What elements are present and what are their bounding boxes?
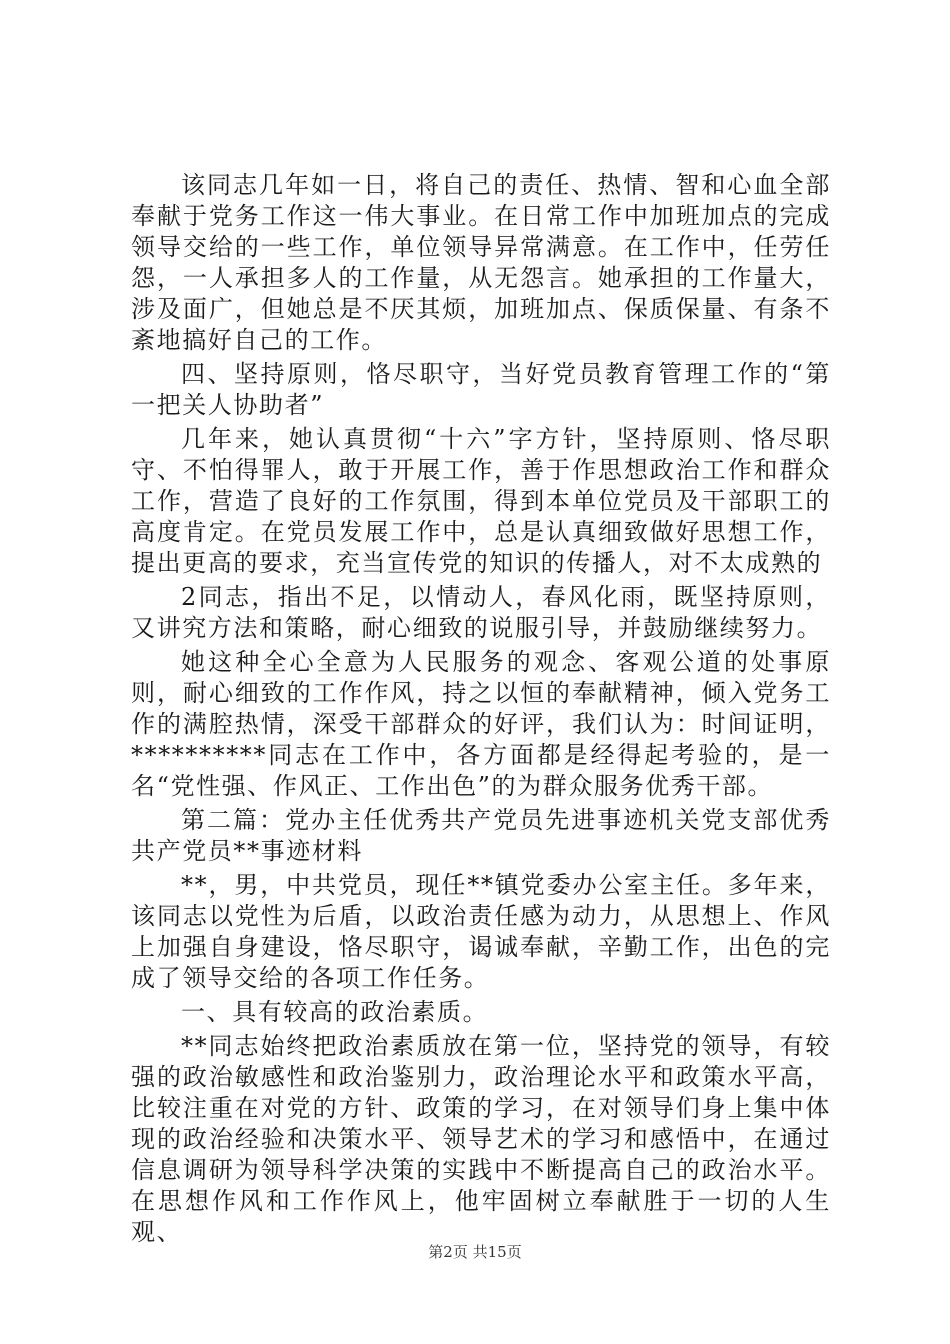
section-heading-four: 四、坚持原则，恪尽职守，当好党员教育管理工作的“第一把关人协助者” [131,360,831,419]
paragraph-profile: **，男，中共党员，现任**镇党委办公室主任。多年来，该同志以党性为后盾，以政治责任感为动力，从思想上、作风上加强自身建设，恪尽职守，谒诚奉献，辛勤工作，出色的完成了领导交给的各项工作任务。 [131,871,831,992]
paragraph-guidance: 2同志，指出不足，以情动人，春风化雨，既坚持原则，又讲究方法和策略，耐心细致的说服引导，并鼓励继续努力。 [131,583,831,642]
chapter-heading-two: 第二篇：党办主任优秀共产党员先进事迹机关党支部优秀共产党员**事迹材料 [131,806,831,865]
paragraph-principles: 几年来，她认真贯彻“十六”字方针，坚持原则、恪尽职守、不怕得罪人，敢于开展工作，善于作思想政治工作和群众工作，营造了良好的工作氛围，得到本单位党员及干部职工的高度肯定。在党员发展工作中，总是认真细致做好思想工作，提出更高的要求，充当宣传党的知识的传播人，对不太成熟的 [131,425,831,577]
paragraph-political-quality: **同志始终把政治素质放在第一位，坚持党的领导，有较强的政治敏感性和政治鉴别力，政治理论水平和政策水平高，比较注重在对党的方针、政策的学习，在对领导们身上集中体现的政治经验和决策水平、领导艺术的学习和感悟中，在通过信息调研为领导科学决策的实践中不断提高自己的政治水平。在思想作风和工作作风上，他牢固树立奉献胜于一切的人生观、 [131,1032,831,1246]
document-body [131,170,831,1251]
paragraph-dedication: 该同志几年如一日，将自己的责任、热情、智和心血全部奉献于党务工作这一伟大事业。在日常工作中加班加点的完成领导交给的一些工作，单位领导异常满意。在工作中，任劳任怨，一人承担多人的工作量，从无怨言。她承担的工作量大，涉及面广，但她总是不厌其烦，加班加点、保质保量、有条不紊地搞好自己的工作。 [131,171,831,354]
page-number-footer: 第2页 共15页 [428,1243,522,1261]
paragraph-evaluation: 她这种全心全意为人民服务的观念、客观公道的处事原则，耐心细致的工作作风，持之以恒的奉献精神，倾入党务工作的满腔热情，深受干部群众的好评，我们认为：时间证明，**********同志在工作中，各方面都是经得起考验的，是一名“党性强、作风正、工作出色”的为群众服务优秀干部。 [131,648,831,800]
section-heading-one: 一、具有较高的政治素质。 [181,998,489,1026]
